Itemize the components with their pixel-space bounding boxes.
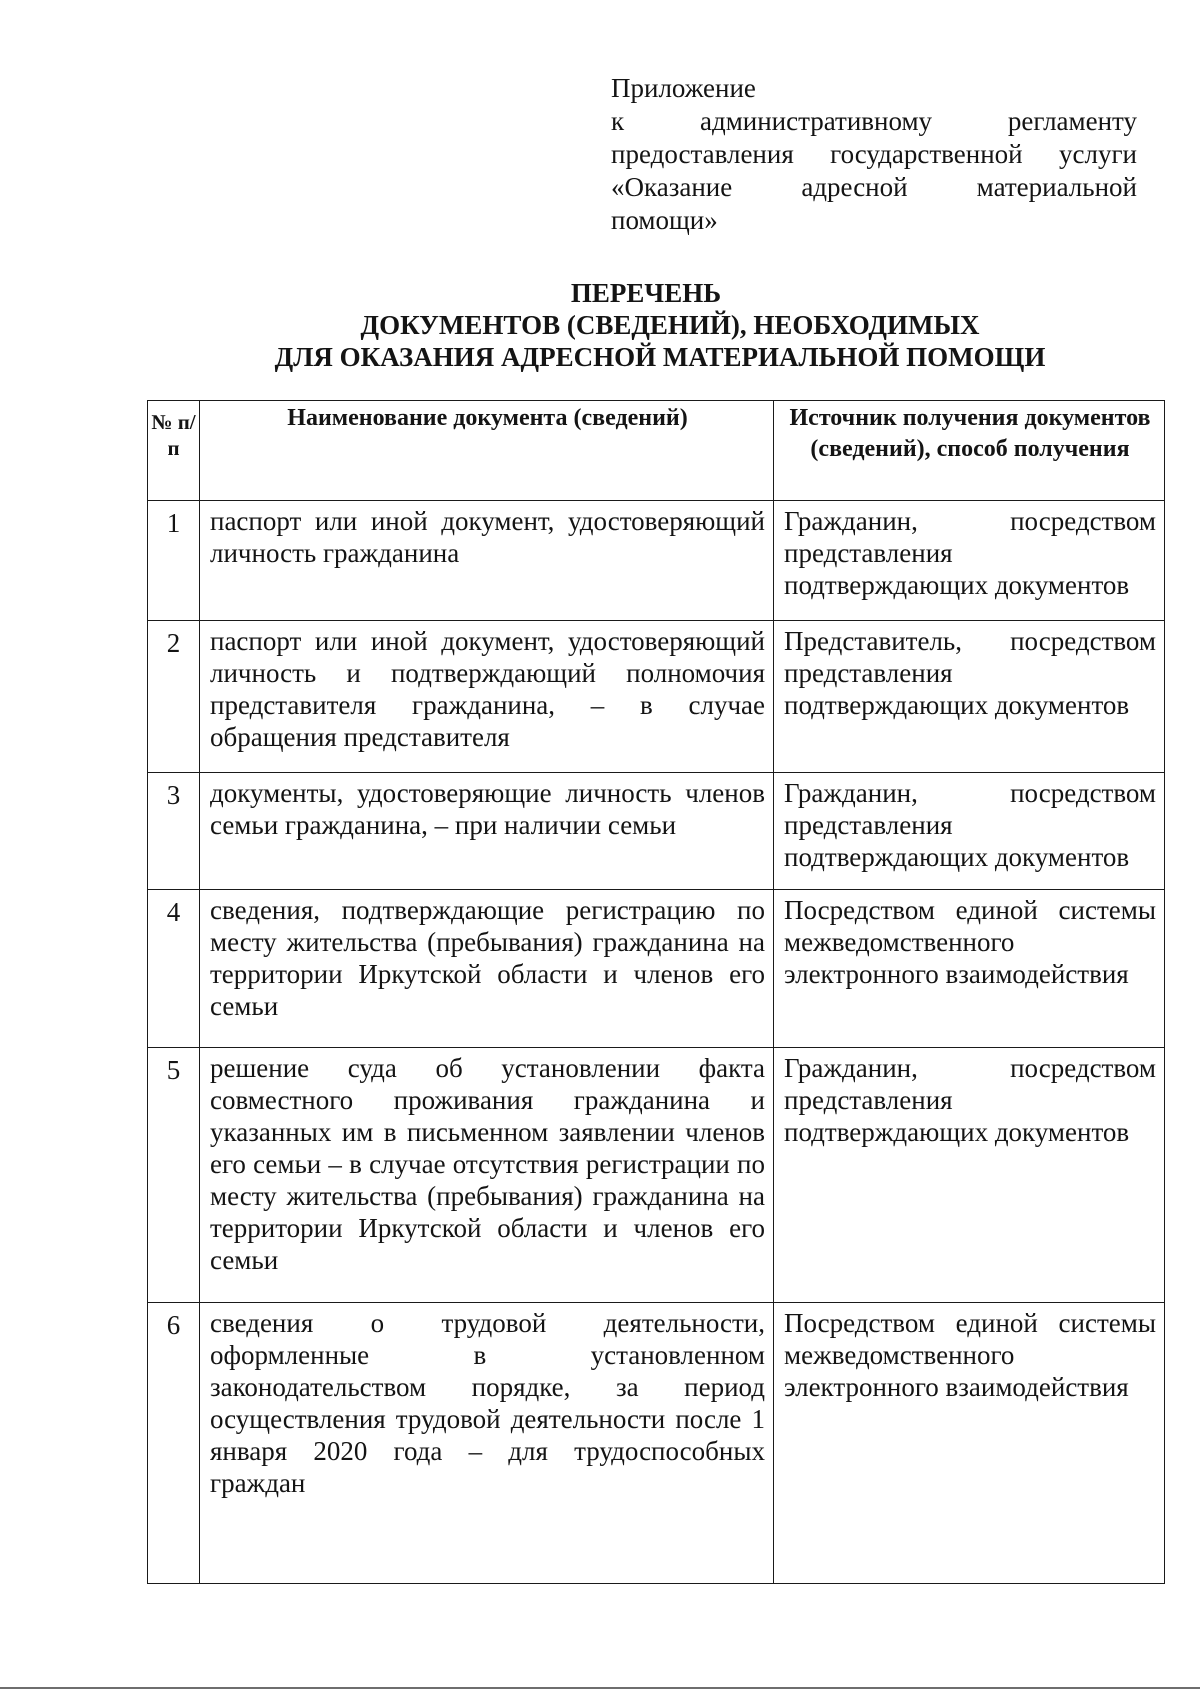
table-row xyxy=(148,773,1165,890)
title-line: ДОКУМЕНТОВ (СВЕДЕНИЙ), НЕОБХОДИМЫХ xyxy=(360,310,980,340)
row-source: Посредством единой системы межведомственного электронного взаимодействия xyxy=(774,1303,1165,1584)
row-source: Посредством единой системы межведомственного электронного взаимодействия xyxy=(774,890,1165,1048)
documents-table xyxy=(147,400,1165,1584)
row-source: Гражданин, посредством представления подтверждающих документов xyxy=(774,501,1165,621)
appendix-note xyxy=(611,72,1137,237)
row-source: Гражданин, посредством представления подтверждающих документов xyxy=(774,1048,1165,1303)
scan-edge-line xyxy=(0,1687,1200,1689)
table-row xyxy=(148,1048,1165,1303)
document-title xyxy=(140,277,1180,373)
header-number: № п/п xyxy=(148,401,200,501)
row-number: 5 xyxy=(148,1048,200,1303)
table-header-row xyxy=(148,401,1165,501)
row-number: 3 xyxy=(148,773,200,890)
row-number: 1 xyxy=(148,501,200,621)
table-row xyxy=(148,501,1165,621)
table-row xyxy=(148,621,1165,773)
row-document-name: паспорт или иной документ, удостоверяющий личность гражданина xyxy=(200,501,774,621)
table-row xyxy=(148,890,1165,1048)
appendix-line: предоставления государственной услуги xyxy=(611,139,1137,169)
row-document-name: сведения, подтверждающие регистрацию по месту жительства (пребывания) гражданина на территории Иркутской области и членов его семьи xyxy=(200,890,774,1048)
row-number: 4 xyxy=(148,890,200,1048)
header-document-name: Наименование документа (сведений) xyxy=(200,401,774,501)
row-source: Гражданин, посредством представления подтверждающих документов xyxy=(774,773,1165,890)
appendix-line: Приложение xyxy=(611,73,756,103)
row-number: 6 xyxy=(148,1303,200,1584)
row-document-name: сведения о трудовой деятельности, оформленные в установленном законодательством порядке, за период осуществления трудовой деятельности после 1 января 2020 года – для трудоспособных граждан xyxy=(200,1303,774,1584)
appendix-line: помощи» xyxy=(611,205,718,235)
title-line: ПЕРЕЧЕНЬ xyxy=(570,278,722,308)
title-line: ДЛЯ ОКАЗАНИЯ АДРЕСНОЙ МАТЕРИАЛЬНОЙ ПОМОЩИ xyxy=(274,342,1046,372)
row-source: Представитель, посредством представления подтверждающих документов xyxy=(774,621,1165,773)
table-row xyxy=(148,1303,1165,1584)
row-document-name: документы, удостоверяющие личность членов семьи гражданина, – при наличии семьи xyxy=(200,773,774,890)
row-document-name: решение суда об установлении факта совместного проживания гражданина и указанных им в письменном заявлении членов его семьи – в случае отсутствия регистрации по месту жительства (пребывания) гражданина на территории Иркутской области и членов его семьи xyxy=(200,1048,774,1303)
row-number: 2 xyxy=(148,621,200,773)
header-source: Источник получения документов (сведений), способ получения xyxy=(774,401,1165,501)
row-document-name: паспорт или иной документ, удостоверяющий личность и подтверждающий полномочия представителя гражданина, – в случае обращения представителя xyxy=(200,621,774,773)
appendix-line: «Оказание адресной материальной xyxy=(611,172,1137,202)
appendix-line: к административному регламенту xyxy=(611,106,1137,136)
